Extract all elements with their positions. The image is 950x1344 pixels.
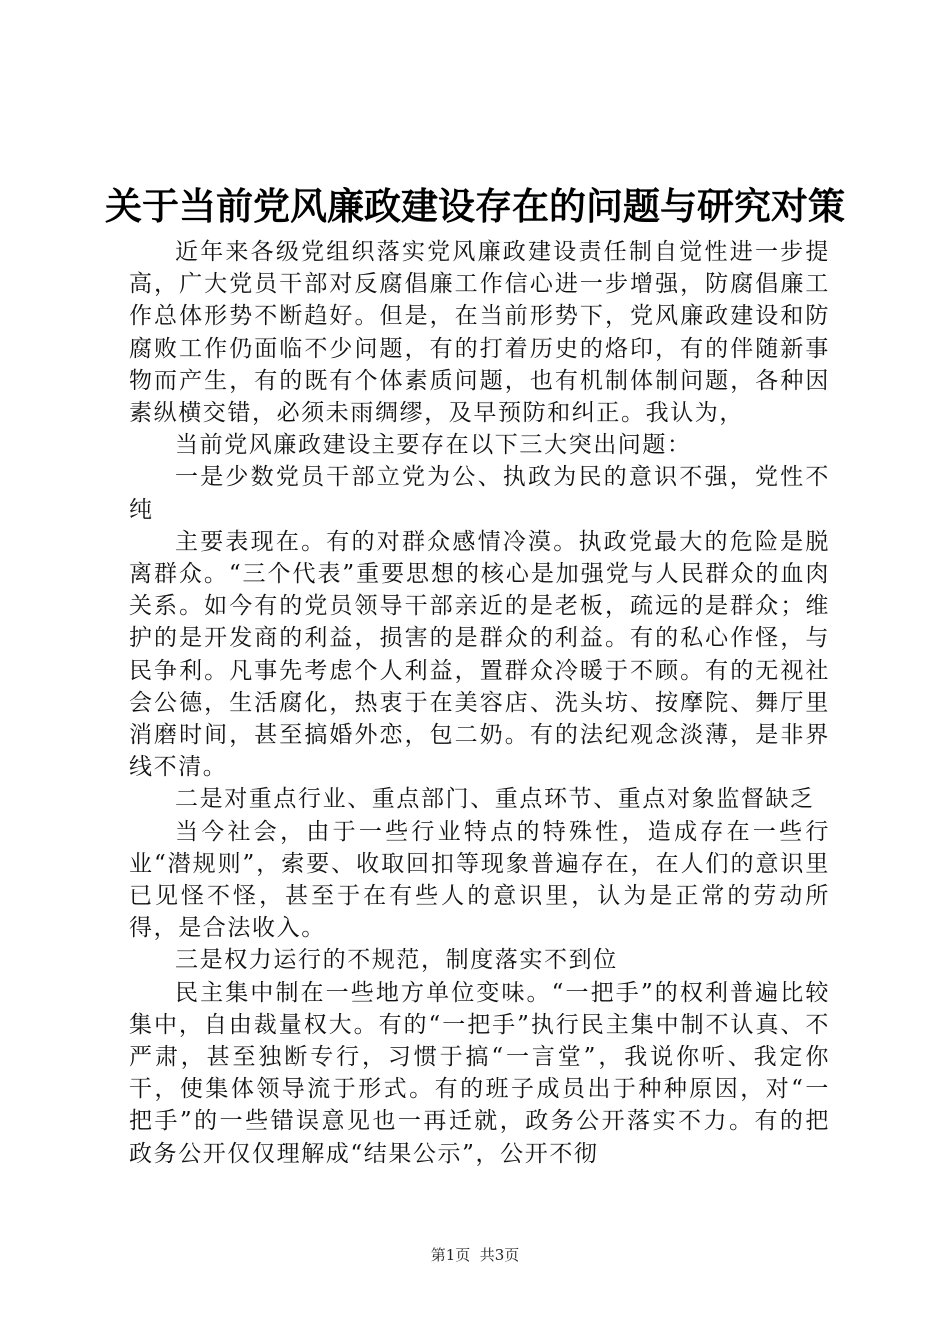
- paragraph-intro: 近年来各级党组织落实党风廉政建设责任制自觉性进一步提高，广大党员干部对反腐倡廉工作信心进一步增强，防腐倡廉工作总体形势不断趋好。但是，在当前形势下，党风廉政建设和防腐败工作仍面临不少问题，有的打着历史的烙印，有的伴随新事物而产生，有的既有个体素质问题，也有机制体制问题，各种因素纵横交错，必须未雨绸缪，及早预防和纠正。我认为，: [129, 239, 830, 427]
- document-title: 关于当前党风廉政建设存在的问题与研究对策: [105, 184, 845, 228]
- paragraph-section-1: 主要表现在。有的对群众感情冷漠。执政党最大的危险是脱离群众。“三个代表”重要思想的核心是加强党与人民群众的血肉关系。如今有的党员领导干部亲近的是老板，疏远的是群众；维护的是开发商的利益，损害的是群众的利益。有的私心作怪，与民争利。凡事先考虑个人利益，置群众冷暖于不顾。有的无视社会公德，生活腐化，热衷于在美容店、洗头坊、按摩院、舞厅里消磨时间，甚至搞婚外恋，包二奶。有的法纪观念淡薄，是非界线不清。: [129, 528, 830, 781]
- document-body: [129, 236, 830, 1170]
- page-footer: 第1页 共3页: [430, 1246, 520, 1264]
- section-heading-2: 二是对重点行业、重点部门、重点环节、重点对象监督缺乏: [175, 786, 815, 813]
- paragraph-section-2: 当今社会，由于一些行业特点的特殊性，造成存在一些行业“潜规则”，索要、收取回扣等现象普遍存在，在人们的意识里已见怪不怪，甚至于在有些人的意识里，认为是正常的劳动所得，是合法收入。: [129, 818, 830, 942]
- paragraph-section-3: 民主集中制在一些地方单位变味。“一把手”的权利普遍比较集中，自由裁量权大。有的“一把手”执行民主集中制不认真、不严肃，甚至独断专行，习惯于搞“一言堂”，我说你听、我定你干，使集体领导流于形式。有的班子成员出于种种原因，对“一把手”的一些错误意见也一再迁就，政务公开落实不力。有的把政务公开仅仅理解成“结果公示”，公开不彻: [129, 979, 830, 1167]
- section-heading-3: 三是权力运行的不规范，制度落实不到位: [175, 947, 618, 974]
- paragraph-lead: 当前党风廉政建设主要存在以下三大突出问题：: [175, 432, 692, 459]
- section-heading-1: 一是少数党员干部立党为公、执政为民的意识不强，党性不纯: [129, 464, 830, 523]
